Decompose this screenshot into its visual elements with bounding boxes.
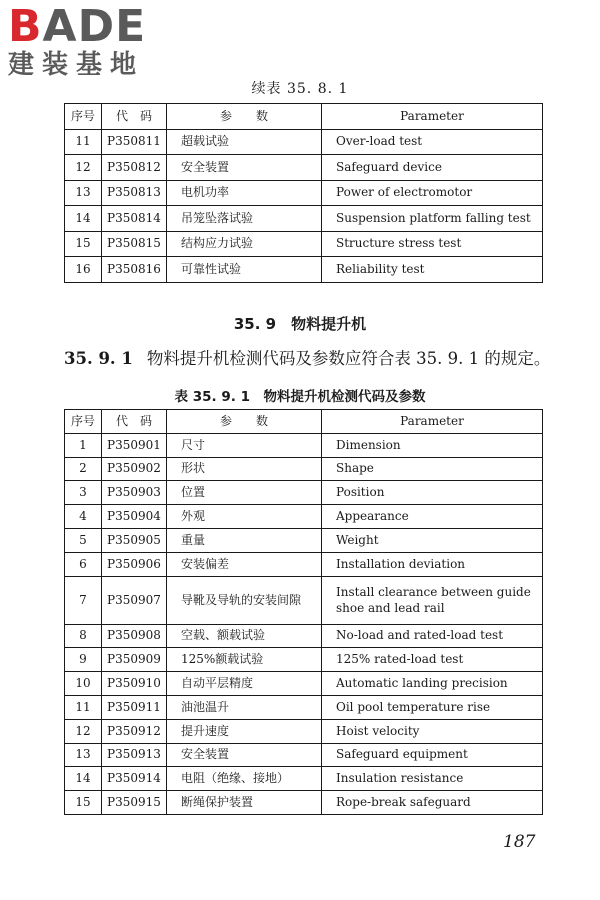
row-param-en: Appearance bbox=[322, 505, 543, 529]
row-number: 14 bbox=[65, 206, 102, 232]
row-param: 电机功率 bbox=[167, 180, 322, 206]
row-code: P350902 bbox=[102, 457, 167, 481]
row-param: 125%额载试验 bbox=[167, 648, 322, 672]
header-code: 代 码 bbox=[102, 104, 167, 130]
row-param-en: Automatic landing precision bbox=[322, 672, 543, 696]
continued-table-caption: 续表 35. 8. 1 bbox=[251, 81, 349, 97]
row-number: 14 bbox=[65, 767, 102, 791]
row-number: 10 bbox=[65, 672, 102, 696]
clause-text: 35. 9. 1 物料提升机检测代码及参数应符合表 35. 9. 1 的规定。 bbox=[64, 349, 551, 368]
header-param-en: Parameter bbox=[322, 104, 543, 130]
row-number: 13 bbox=[65, 743, 102, 767]
row-param: 形状 bbox=[167, 457, 322, 481]
row-number: 4 bbox=[65, 505, 102, 529]
row-number: 5 bbox=[65, 528, 102, 552]
row-number: 12 bbox=[65, 155, 102, 181]
row-param: 安全装置 bbox=[167, 155, 322, 181]
row-param-en: Over-load test bbox=[322, 129, 543, 155]
row-number: 2 bbox=[65, 457, 102, 481]
row-code: P350813 bbox=[102, 180, 167, 206]
table-row bbox=[65, 231, 543, 257]
header-no: 序号 bbox=[65, 410, 102, 434]
row-code: P350814 bbox=[102, 206, 167, 232]
table-row bbox=[65, 481, 543, 505]
table-row bbox=[65, 180, 543, 206]
row-code: P350812 bbox=[102, 155, 167, 181]
material-hoist-table bbox=[64, 409, 543, 815]
row-code: P350909 bbox=[102, 648, 167, 672]
row-param: 自动平层精度 bbox=[167, 672, 322, 696]
logo-wordmark: BADE bbox=[8, 1, 147, 52]
header-code: 代 码 bbox=[102, 410, 167, 434]
table-row bbox=[65, 528, 543, 552]
table-row bbox=[65, 576, 543, 624]
row-code: P350906 bbox=[102, 552, 167, 576]
row-param: 电阻（绝缘、接地） bbox=[167, 767, 322, 791]
row-param: 提升速度 bbox=[167, 719, 322, 743]
table-header-row bbox=[65, 104, 543, 130]
table-row bbox=[65, 457, 543, 481]
row-code: P350907 bbox=[102, 576, 167, 624]
row-param: 吊笼坠落试验 bbox=[167, 206, 322, 232]
row-code: P350914 bbox=[102, 767, 167, 791]
row-number: 11 bbox=[65, 129, 102, 155]
row-param: 安装偏差 bbox=[167, 552, 322, 576]
section-heading: 35. 9 物料提升机 bbox=[233, 315, 367, 333]
row-param: 可靠性试验 bbox=[167, 257, 322, 283]
header-param-en: Parameter bbox=[322, 410, 543, 434]
row-param-en: Shape bbox=[322, 457, 543, 481]
row-param-en: Insulation resistance bbox=[322, 767, 543, 791]
row-param-en: Installation deviation bbox=[322, 552, 543, 576]
table-row bbox=[65, 791, 543, 815]
row-code: P350901 bbox=[102, 433, 167, 457]
row-param: 位置 bbox=[167, 481, 322, 505]
row-param-en: Safeguard device bbox=[322, 155, 543, 181]
table-row bbox=[65, 433, 543, 457]
row-number: 7 bbox=[65, 576, 102, 624]
row-param: 结构应力试验 bbox=[167, 231, 322, 257]
table-row bbox=[65, 719, 543, 743]
row-param-en: Position bbox=[322, 481, 543, 505]
row-param-en: Reliability test bbox=[322, 257, 543, 283]
row-param: 重量 bbox=[167, 528, 322, 552]
row-code: P350905 bbox=[102, 528, 167, 552]
row-param: 空载、额载试验 bbox=[167, 624, 322, 648]
logo-subtitle: 建装基地 bbox=[8, 50, 145, 80]
material-hoist-table-body bbox=[65, 433, 543, 814]
table-row bbox=[65, 206, 543, 232]
row-code: P350908 bbox=[102, 624, 167, 648]
row-param-en: Oil pool temperature rise bbox=[322, 695, 543, 719]
row-param: 外观 bbox=[167, 505, 322, 529]
table-row bbox=[65, 743, 543, 767]
bade-logo bbox=[8, 1, 176, 80]
table-row bbox=[65, 767, 543, 791]
row-param-en: Rope-break safeguard bbox=[322, 791, 543, 815]
row-code: P350910 bbox=[102, 672, 167, 696]
row-number: 12 bbox=[65, 719, 102, 743]
table-header-row bbox=[65, 410, 543, 434]
row-number: 13 bbox=[65, 180, 102, 206]
continued-table bbox=[64, 103, 543, 283]
row-param: 尺寸 bbox=[167, 433, 322, 457]
table-caption: 表 35. 9. 1 物料提升机检测代码及参数 bbox=[174, 389, 426, 405]
row-param-en: Weight bbox=[322, 528, 543, 552]
row-code: P350912 bbox=[102, 719, 167, 743]
header-param: 参 数 bbox=[167, 410, 322, 434]
row-param: 安全装置 bbox=[167, 743, 322, 767]
row-number: 16 bbox=[65, 257, 102, 283]
row-param: 导靴及导轨的安装间隙 bbox=[167, 576, 322, 624]
row-number: 15 bbox=[65, 791, 102, 815]
row-param-en: Power of electromotor bbox=[322, 180, 543, 206]
table-row bbox=[65, 648, 543, 672]
row-number: 6 bbox=[65, 552, 102, 576]
row-param-en: Safeguard equipment bbox=[322, 743, 543, 767]
row-code: P350911 bbox=[102, 695, 167, 719]
table-row bbox=[65, 624, 543, 648]
row-param-en: Hoist velocity bbox=[322, 719, 543, 743]
row-number: 15 bbox=[65, 231, 102, 257]
row-param: 油池温升 bbox=[167, 695, 322, 719]
row-code: P350904 bbox=[102, 505, 167, 529]
row-code: P350815 bbox=[102, 231, 167, 257]
row-param-en: Structure stress test bbox=[322, 231, 543, 257]
row-param: 断绳保护装置 bbox=[167, 791, 322, 815]
row-number: 8 bbox=[65, 624, 102, 648]
row-code: P350913 bbox=[102, 743, 167, 767]
row-param-en: Suspension platform falling test bbox=[322, 206, 543, 232]
page-number: 187 bbox=[503, 832, 536, 852]
row-code: P350816 bbox=[102, 257, 167, 283]
table-row bbox=[65, 552, 543, 576]
table-row bbox=[65, 695, 543, 719]
row-number: 1 bbox=[65, 433, 102, 457]
row-param-en: No-load and rated-load test bbox=[322, 624, 543, 648]
table-row bbox=[65, 129, 543, 155]
continued-table-body bbox=[65, 129, 543, 282]
row-number: 11 bbox=[65, 695, 102, 719]
table-row bbox=[65, 155, 543, 181]
row-number: 3 bbox=[65, 481, 102, 505]
table-row bbox=[65, 257, 543, 283]
header-param: 参 数 bbox=[167, 104, 322, 130]
row-param-en: 125% rated-load test bbox=[322, 648, 543, 672]
row-param: 超载试验 bbox=[167, 129, 322, 155]
row-param-en: Dimension bbox=[322, 433, 543, 457]
table-row bbox=[65, 672, 543, 696]
row-param-en: Install clearance between guide shoe and lead rail bbox=[322, 576, 543, 624]
row-code: P350811 bbox=[102, 129, 167, 155]
row-number: 9 bbox=[65, 648, 102, 672]
header-no: 序号 bbox=[65, 104, 102, 130]
row-code: P350903 bbox=[102, 481, 167, 505]
table-row bbox=[65, 505, 543, 529]
row-code: P350915 bbox=[102, 791, 167, 815]
